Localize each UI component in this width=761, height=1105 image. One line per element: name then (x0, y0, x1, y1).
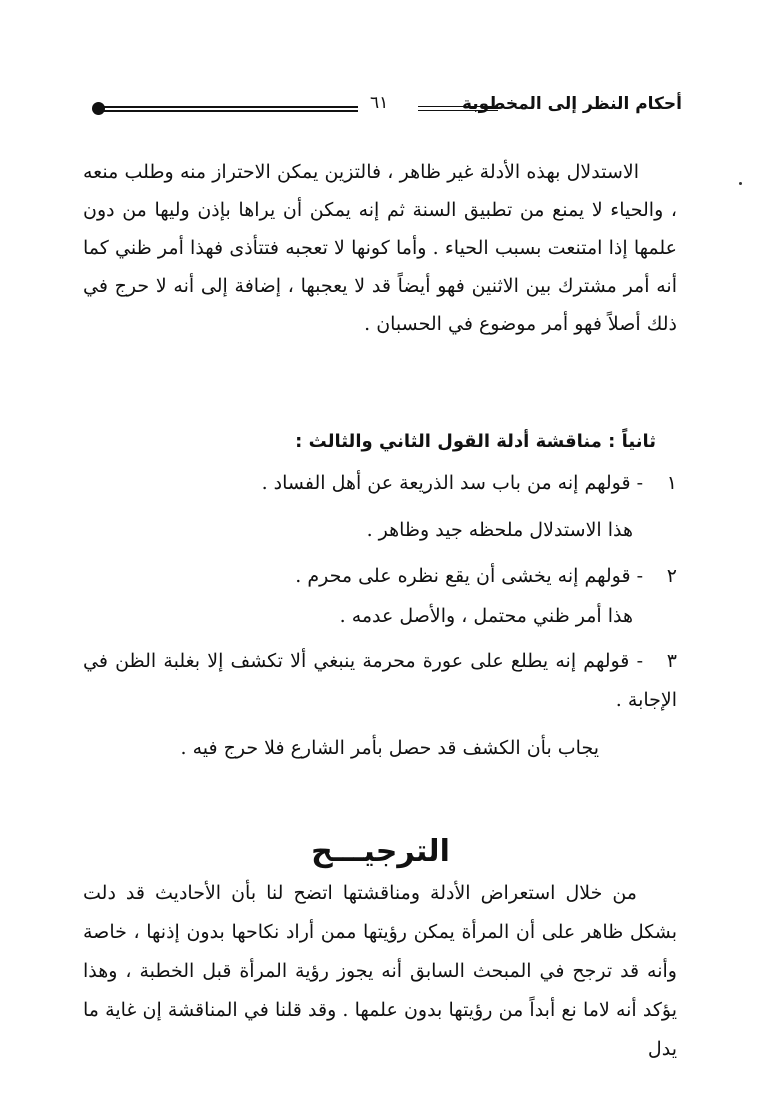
list-item-reply: هذا الاستدلال ملحظه جيد وظاهر . (366, 519, 633, 541)
section-heading: ثانياً : مناقشة أدلة القول الثاني والثالث : (295, 431, 656, 452)
list-item-number: ٣ (666, 650, 677, 672)
list-item-text: - قولهم إنه من باب سد الذريعة عن أهل الفساد . (261, 472, 643, 494)
running-header (92, 92, 682, 132)
list-item-text: - قولهم إنه يخشى أن يقع نظره على محرم . (295, 565, 643, 587)
list-item (83, 642, 677, 720)
list-item (83, 557, 677, 596)
list-item (83, 464, 677, 503)
header-rule-long (100, 106, 358, 112)
list-item-reply: هذا أمر ظني محتمل ، والأصل عدمه . (339, 605, 633, 627)
tarjih-heading: الترجيـــح (311, 834, 450, 869)
running-header-title: أحكام النظر إلى المخطوبة (461, 94, 682, 114)
list-item-number: ١ (666, 472, 677, 494)
list-item-number: ٢ (666, 565, 677, 587)
list-item-reply: يجاب بأن الكشف قد حصل بأمر الشارع فلا حرج فيه . (180, 737, 599, 759)
header-rule-short (418, 106, 498, 111)
paragraph-tarjih: من خلال استعراض الأدلة ومناقشتها اتضح لنا بأن الأحاديث قد دلت بشكل ظاهر على أن المرأة يمكن رؤيتها ممن أراد نكاحها بدون إذنها ، خاصة وأنه قد ترجح في المبحث السابق أنه يجوز رؤية المرأة قبل الخطبة ، وهذا يؤكد أنه لاما نع أبداً من رؤيتها بدون علمها . وقد قلنا في المناقشة إن غاية ما يدل (83, 882, 677, 1060)
margin-dot (739, 182, 742, 185)
header-bullet-ornament (92, 102, 105, 115)
list-item-text: - قولهم إنه يطلع على عورة محرمة ينبغي ألا تكشف إلا بغلبة الظن في الإجابة . (83, 650, 677, 711)
paragraph-first: الاستدلال بهذه الأدلة غير ظاهر ، فالتزين يمكن الاحتراز منه وطلب منعه ، والحياء لا يمنع من تطبيق السنة ثم إنه يمكن أن يراها بإذن وليها من دون علمها إذا امتنعت بسبب الحياء . وأما كونها لا تعجبه فتتأذى فهذا أمر ظني كما أنه أمر مشترك بين الاثنين فهو أيضاً قد لا يعجبها ، إضافة إلى أنه لا حرج في ذلك أصلاً فهو أمر موضوع في الحسبان . (83, 161, 677, 335)
page-number: ٦١ (370, 93, 389, 113)
